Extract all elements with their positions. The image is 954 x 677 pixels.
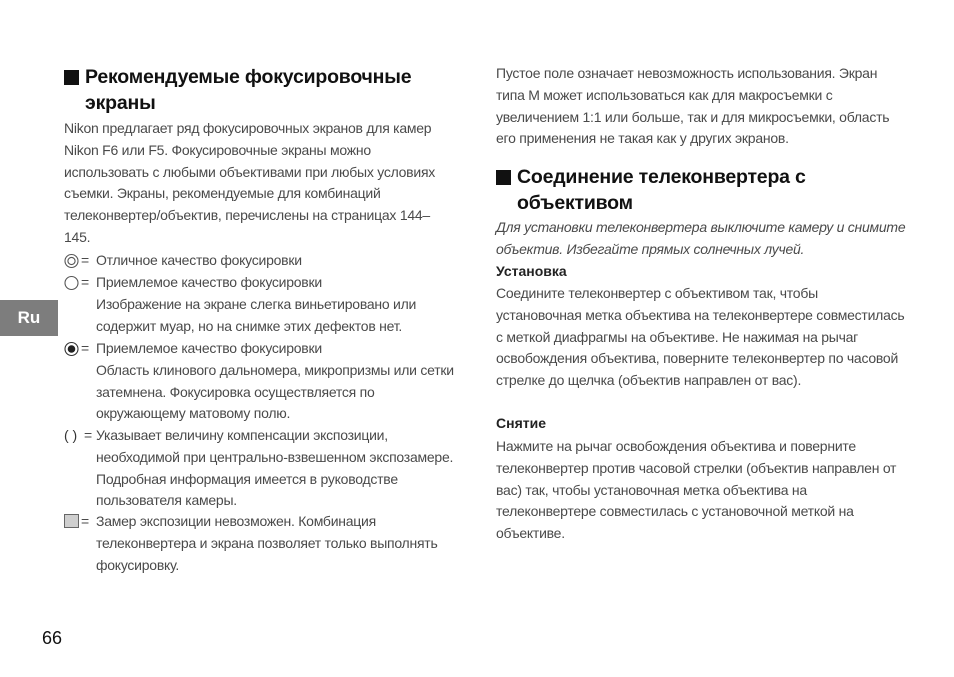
heading-line-1: Рекомендуемые фокусировочные — [85, 66, 412, 88]
blank-field-note: Пустое поле означает невозможность использования. Экран типа M может использоваться как для макросъемки с увеличением 1:1 или больше, так и для микросъемки, область его применения не такая как у других экранов. — [496, 65, 890, 147]
section-heading-teleconverter — [496, 164, 906, 216]
legend-text: Приемлемое качество фокусировки — [96, 274, 322, 290]
gray-square-icon — [64, 511, 96, 533]
install-text: Соедините телеконвертер с объективом так, чтобы установочная метка объектива на телеконвертере совместилась с меткой диафрагмы на объективе. Не нажимая на рычаг освобождения объектива, поверните телеконвертер по часовой стрелке до щелчка (объектив направлен от вас). — [496, 285, 905, 389]
heading-square-icon — [496, 170, 511, 185]
intro-paragraph: Nikon предлагает ряд фокусировочных экранов для камер Nikon F6 или F5. Фокусировочные экраны можно использовать с любыми объективами при любых условиях съемки. Экраны, рекомендуемые для комбинаций телеконвертер/объектив, перечислены на страницах 144–145. — [64, 120, 436, 245]
heading-line-1: Соединение телеконвертера с — [517, 166, 806, 188]
section-heading-focusing-screens — [64, 64, 464, 116]
legend-text: Замер экспозиции невозможен. Комбинация телеконвертера и экрана позволяет только выполнять фокусировку. — [96, 513, 438, 573]
circle-icon — [64, 272, 96, 294]
filled-circle-icon — [64, 338, 96, 360]
equals-sign: = — [81, 340, 90, 356]
install-title: Установка — [496, 263, 567, 279]
equals-sign: = — [81, 513, 90, 529]
legend-note: Область клинового дальномера, микропризмы или сетки затемнена. Фокусировка осуществляется по окружающему матовому полю. — [96, 361, 454, 422]
language-tab: Ru — [0, 300, 58, 336]
legend-text: Указывает величину компенсации экспозиции, необходимой при центрально-взвешенном экспозамере. Подробная информация имеется в руководстве пользователя камеры. — [96, 427, 454, 509]
heading-line-2: экраны — [85, 92, 156, 114]
heading-square-icon — [64, 70, 79, 85]
remove-text: Нажмите на рычаг освобождения объектива и поверните телеконвертер против часовой стрелки (объектив направлен от вас) так, чтобы установочная метка объектива на телеконвертере совместилась с установочной меткой на объективе. — [496, 438, 897, 542]
remove-title: Снятие — [496, 415, 546, 431]
legend-text: Отличное качество фокусировки — [96, 252, 302, 268]
equals-sign: = — [81, 252, 90, 268]
equals-sign: = — [84, 427, 93, 443]
equals-sign: = — [81, 274, 90, 290]
legend-note: Изображение на экране слегка виньетировано или содержит муар, но на снимке этих дефектов нет. — [96, 295, 417, 334]
legend-text: Приемлемое качество фокусировки — [96, 340, 322, 356]
double-circle-icon — [64, 250, 96, 272]
parentheses-icon: ( ) — [64, 427, 78, 443]
page-number: 66 — [42, 628, 63, 648]
heading-line-2: объективом — [517, 192, 633, 214]
caution-note: Для установки телеконвертера выключите камеру и снимите объектив. Избегайте прямых солнечных лучей. — [496, 219, 906, 257]
